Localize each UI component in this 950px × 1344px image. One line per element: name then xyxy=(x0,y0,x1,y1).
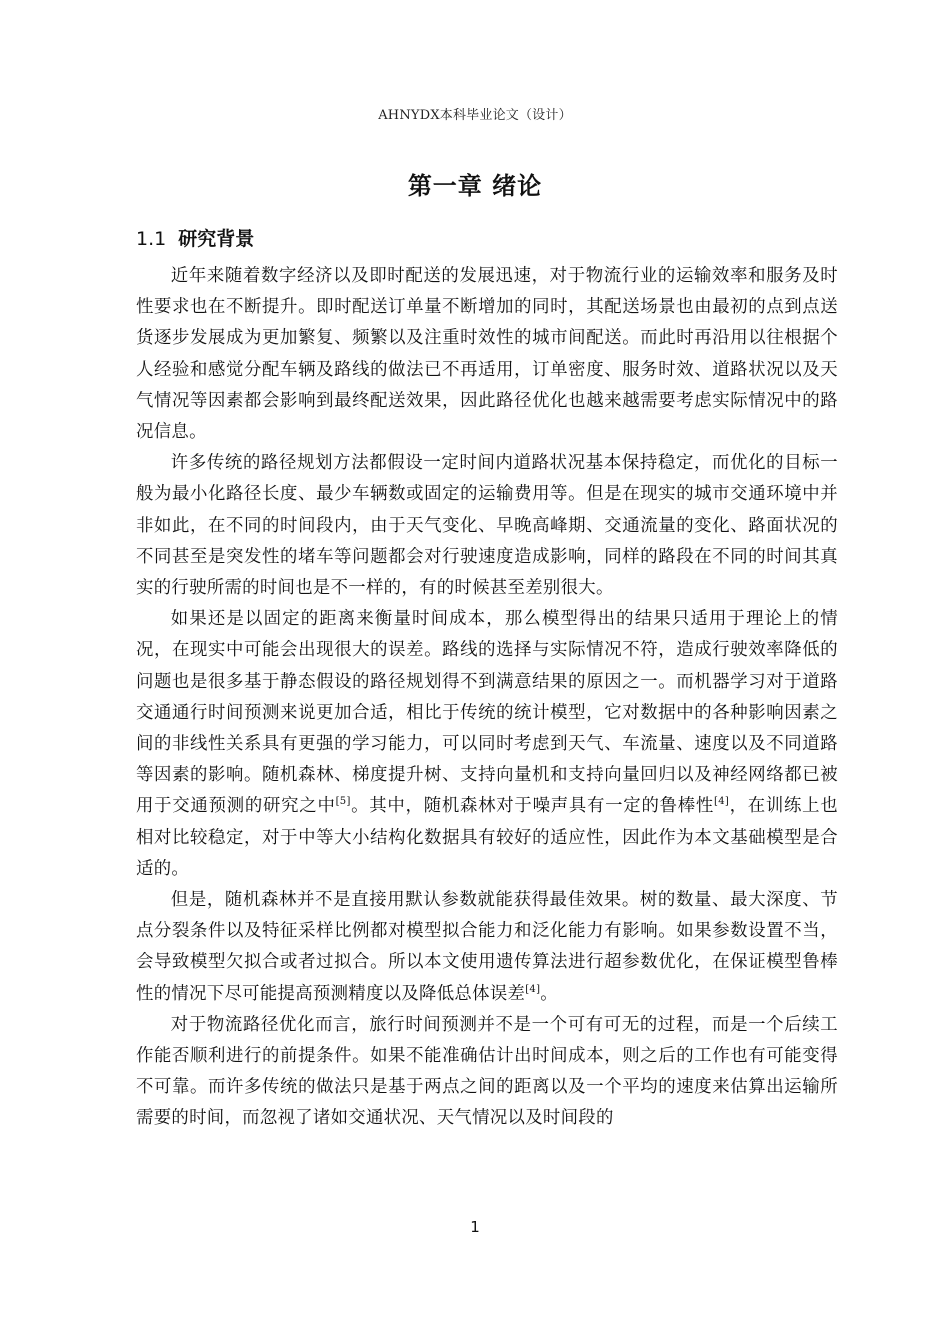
body-text xyxy=(136,261,838,1135)
paragraph-2: 许多传统的路径规划方法都假设一定时间内道路状况基本保持稳定，而优化的目标一般为最小化路径长度、最少车辆数或固定的运输费用等。但是在现实的城市交通环境中并非如此，在不同的时间段内，由于天气变化、早晚高峰期、交通流量的变化、路面状况的不同甚至是突发性的堵车等问题都会对行驶速度造成影响，同样的路段在不同的时间其真实的行驶所需的时间也是不一样的，有的时候甚至差别很大。 xyxy=(136,453,838,599)
paragraph-4-text-a: 但是，随机森林并不是直接用默认参数就能获得最佳效果。树的数量、最大深度、节点分裂条件以及特征采样比例都对模型拟合能力和泛化能力有影响。如果参数设置不当，会导致模型欠拟合或者过拟合。所以本文使用遗传算法进行超参数优化，在保证模型鲁棒性的情况下尽可能提高预测精度以及降低总体误差 xyxy=(136,890,838,1004)
page-number: 1 xyxy=(470,1218,480,1236)
paragraph-4-text-b: 。 xyxy=(540,983,558,1004)
paragraph-4 xyxy=(136,885,838,1010)
paragraph-5: 对于物流路径优化而言，旅行时间预测并不是一个可有可无的过程，而是一个后续工作能否顺利进行的前提条件。如果不能准确估计出时间成本，则之后的工作也有可能变得不可靠。而许多传统的做法只是基于两点之间的距离以及一个平均的速度来估算出运输所需要的时间，而忽视了诸如交通状况、天气情况以及时间段的 xyxy=(136,1014,838,1129)
citation-ref: [4] xyxy=(525,983,541,995)
paragraph-3-text-a: 如果还是以固定的距离来衡量时间成本，那么模型得出的结果只适用于理论上的情况，在现实中可能会出现很大的误差。路线的选择与实际情况不符，造成行驶效率降低的问题也是很多基于静态假设的路径规划得不到满意结果的原因之一。而机器学习对于道路交通通行时间预测来说更加合适，相比于传统的统计模型，它对数据中的各种影响因素之间的非线性关系具有更强的学习能力，可以同时考虑到天气、车流量、速度以及不同道路等因素的影响。随机森林、梯度提升树、支持向量机和支持向量回归以及神经网络都已被用于交通预测的研究之中 xyxy=(136,609,838,817)
paragraph-3-text-c: ，在训练上也相对比较稳定，对于中等大小结构化数据具有较好的适应性，因此作为本文基础模型是合适的。 xyxy=(136,796,838,879)
paragraph-1: 近年来随着数字经济以及即时配送的发展迅速，对于物流行业的运输效率和服务及时性要求也在不断提升。即时配送订单量不断增加的同时，其配送场景也由最初的点到点送货逐步发展成为更加繁复、频繁以及注重时效性的城市间配送。而此时再沿用以往根据个人经验和感觉分配车辆及路线的做法已不再适用，订单密度、服务时效、道路状况以及天气情况等因素都会影响到最终配送效果，因此路径优化也越来越需要考虑实际情况中的路况信息。 xyxy=(136,266,838,443)
citation-ref: [5] xyxy=(335,796,351,808)
running-header: AHNYDX本科毕业论文（设计） xyxy=(378,108,572,123)
paragraph-3 xyxy=(136,604,838,885)
section-title: 研究背景 xyxy=(178,228,255,250)
chapter-title: 第一章 绪论 xyxy=(407,172,543,200)
citation-ref: [4] xyxy=(714,796,730,808)
section-number: 1.1 xyxy=(136,228,167,250)
paragraph-3-text-b: 。其中，随机森林对于噪声具有一定的鲁棒性 xyxy=(350,796,715,817)
section-heading xyxy=(136,224,254,251)
